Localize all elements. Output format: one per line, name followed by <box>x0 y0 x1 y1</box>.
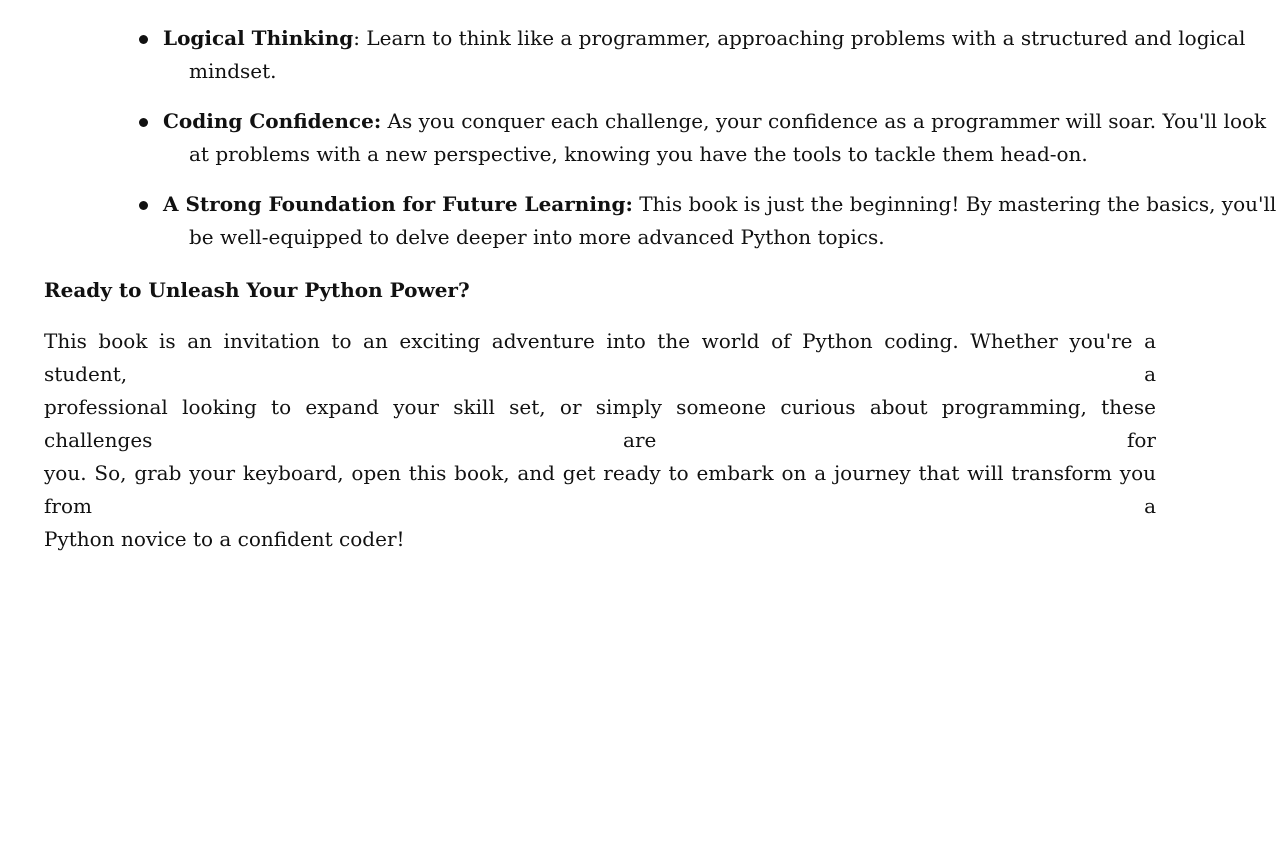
list-item-first-line <box>163 192 1276 216</box>
benefits-list <box>136 22 1276 271</box>
list-item-description: This book is just the beginning! By mastering the basics, you'll <box>632 192 1276 216</box>
list-item-continuation: mindset. <box>189 59 277 83</box>
paragraph-line: This book is an invitation to an exciting adventure into the world of Python coding. Whether you're a student, a <box>44 329 1156 386</box>
list-item-text <box>163 188 1276 254</box>
paragraph-line: you. So, grab your keyboard, open this book, and get ready to embark on a journey that will transform you from a <box>44 461 1156 518</box>
paragraph-line: professional looking to expand your skill set, or simply someone curious about programming, these challenges are for <box>44 395 1156 452</box>
list-item-text <box>163 105 1267 171</box>
list-item-description: : Learn to think like a programmer, approaching problems with a structured and logical <box>353 26 1246 50</box>
bullet-icon <box>139 201 148 210</box>
paragraph-line: Python novice to a confident coder! <box>44 527 405 551</box>
list-item <box>136 188 1276 254</box>
list-item-term: Coding Confidence: <box>163 109 382 133</box>
list-item-text <box>163 22 1246 88</box>
list-item <box>136 105 1267 171</box>
list-item-first-line <box>163 26 1245 50</box>
list-item <box>136 22 1246 88</box>
bullet-icon <box>139 118 148 127</box>
list-item-term: A Strong Foundation for Future Learning: <box>163 192 633 216</box>
section-heading: Ready to Unleash Your Python Power? <box>44 278 470 302</box>
list-item-description: As you conquer each challenge, your confidence as a programmer will soar. You'll look <box>381 109 1267 133</box>
list-item-term: Logical Thinking <box>163 26 354 50</box>
bullet-icon <box>139 35 148 44</box>
list-item-continuation: be well-equipped to delve deeper into more advanced Python topics. <box>189 225 885 249</box>
list-item-first-line <box>163 109 1266 133</box>
body-paragraph <box>44 325 1156 556</box>
list-item-continuation: at problems with a new perspective, knowing you have the tools to tackle them head-on. <box>189 142 1088 166</box>
